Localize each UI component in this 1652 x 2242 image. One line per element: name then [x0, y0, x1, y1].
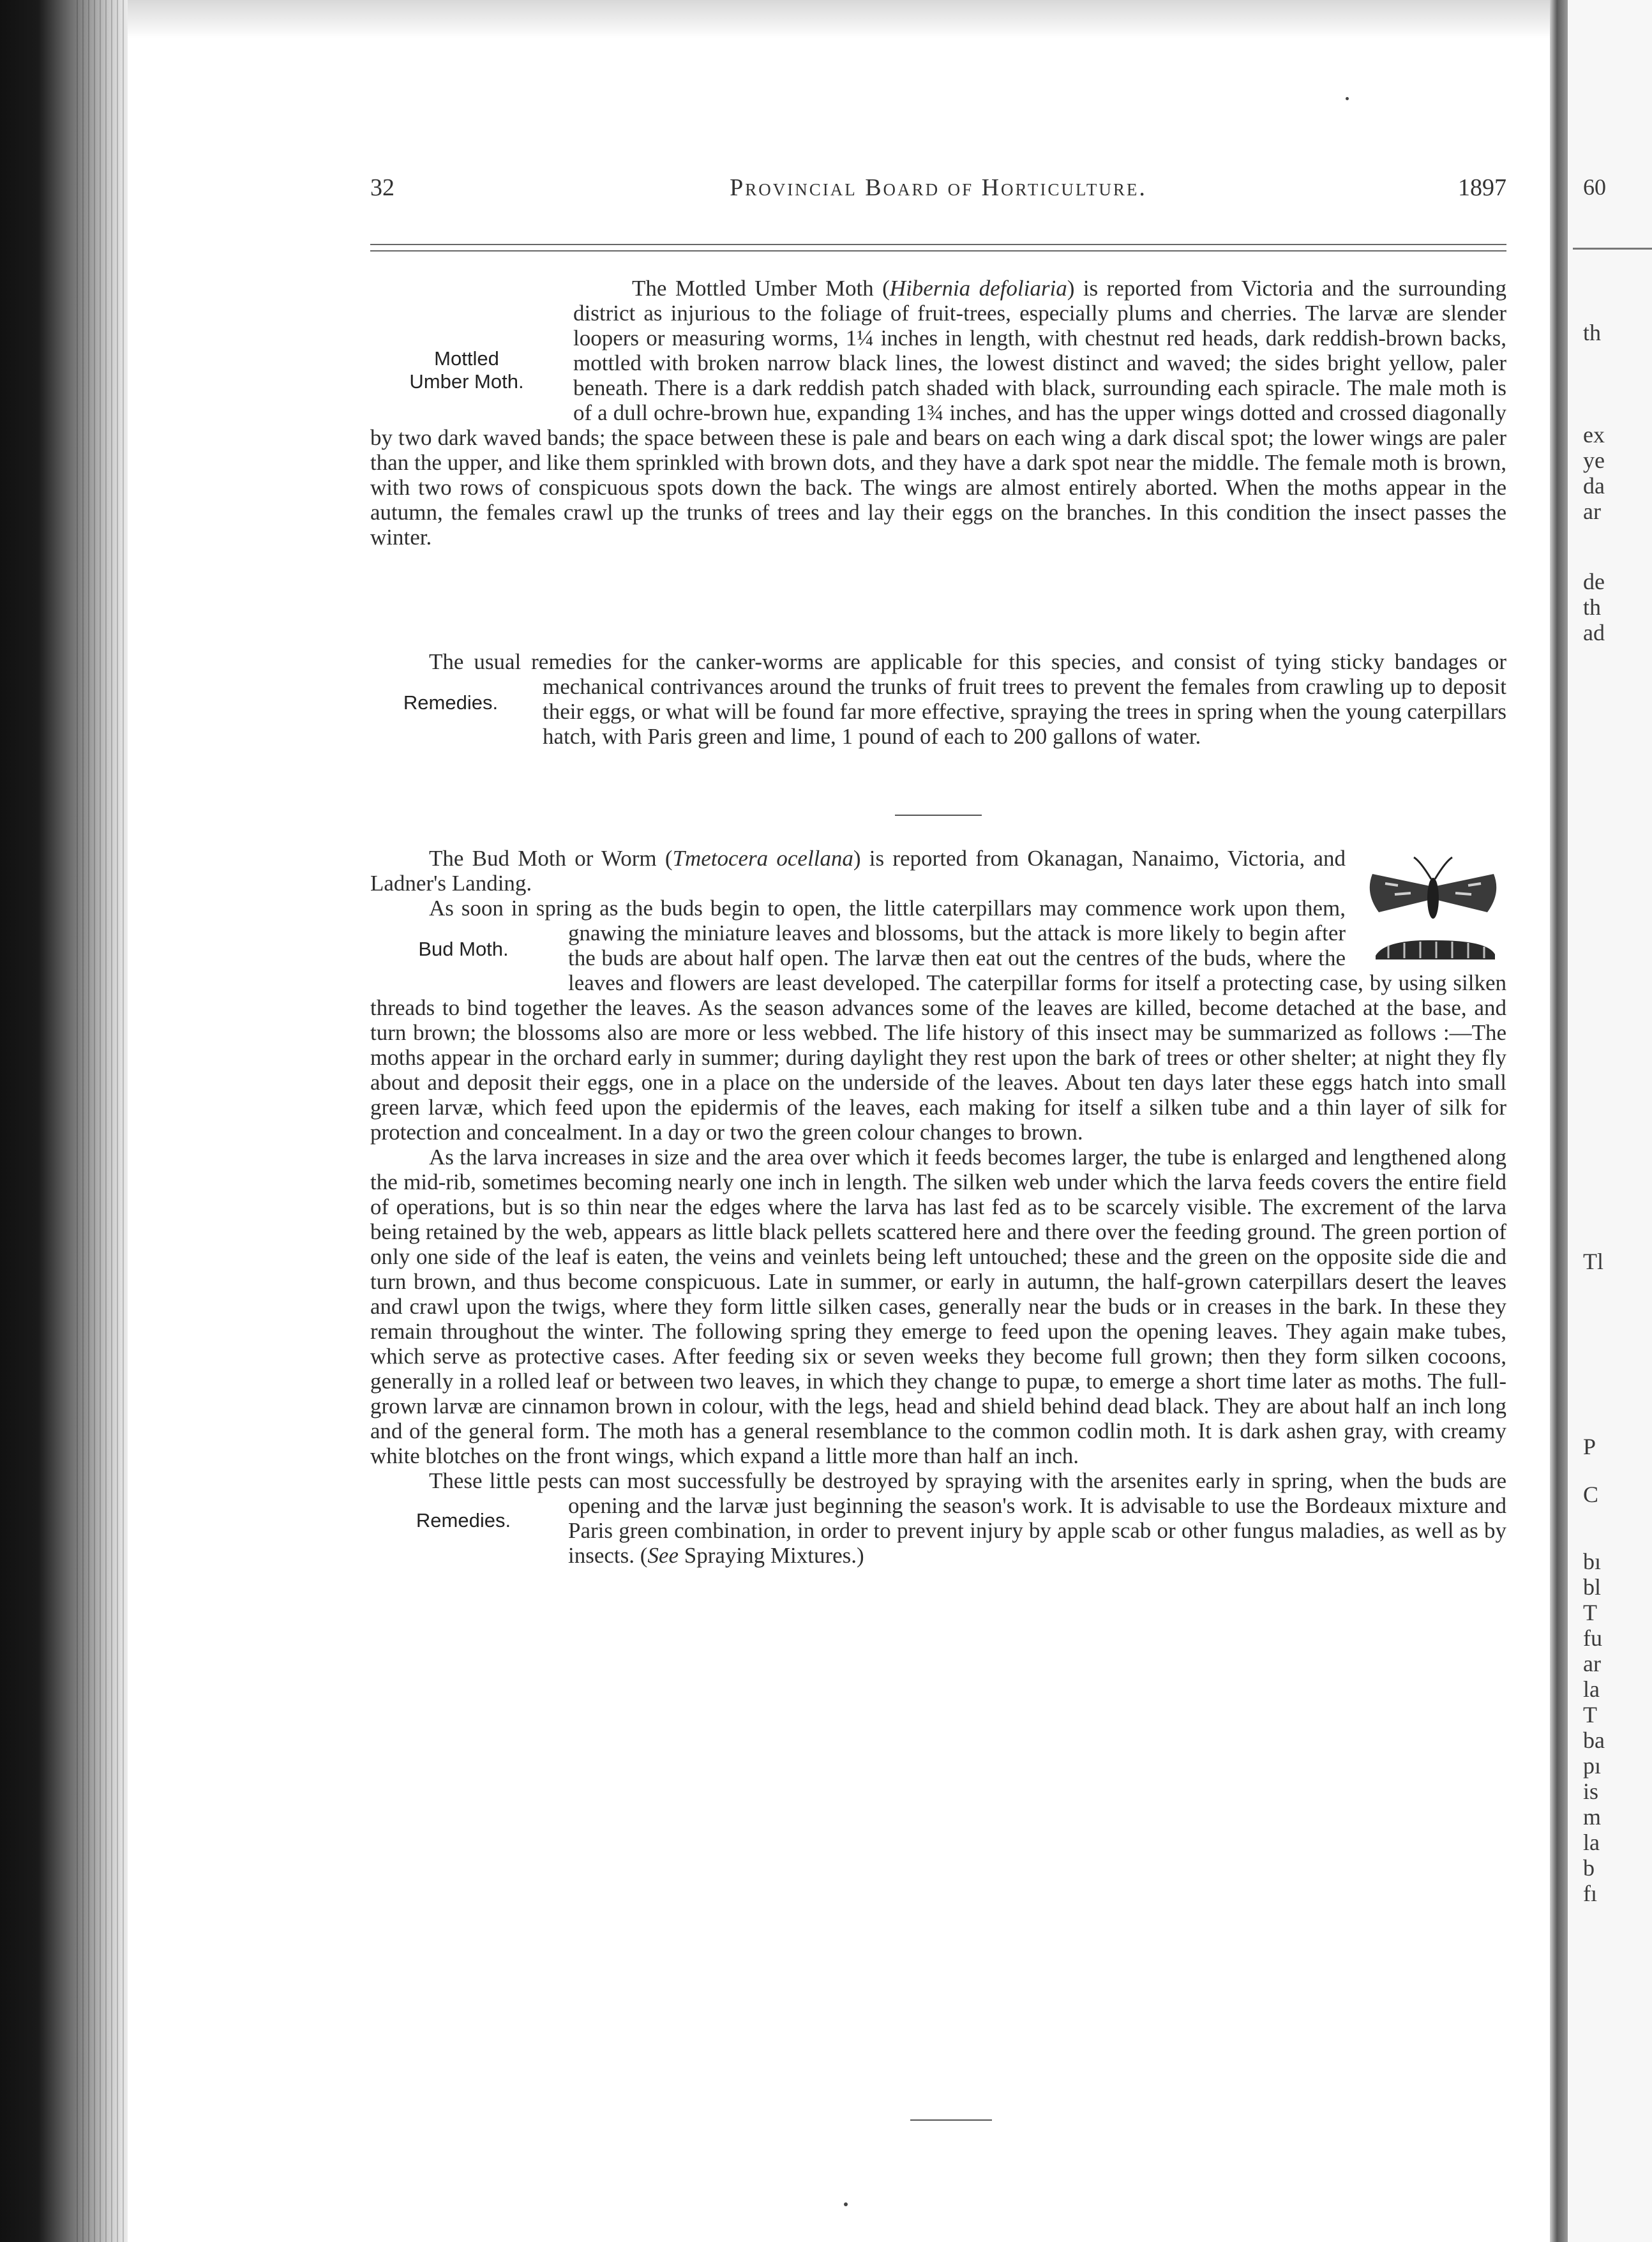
running-title: Provincial Board of Horticulture.: [730, 174, 1147, 201]
adjacent-fragment: th: [1583, 320, 1602, 345]
adjacent-page-edge: [1568, 0, 1652, 2242]
adjacent-fragment: ad: [1583, 620, 1605, 645]
latin-name: Hibernia defoliaria: [889, 276, 1067, 301]
moth-illustration: [1360, 848, 1506, 970]
book-binding-shadow: [0, 0, 128, 2242]
header-year: 1897: [1458, 174, 1506, 201]
adjacent-fragment: m: [1583, 1804, 1602, 1830]
moth-icon: [1370, 857, 1496, 919]
adjacent-fragment: T: [1583, 1702, 1597, 1727]
paragraph: As the larva increases in size and the area over which it feeds becomes larger, the tube is enlarged and lengthened along the mid-rib, sometimes becoming nearly one inch in length. The silken web under which the larva feeds covers the entire field of operations, but is so thin near the edges where the larva has last fed as to be scarcely visible. The excrement of the larva being retained by the web, appears as little black pellets scattered here and there over the feeding ground. The green portion of only one side of the leaf is eaten, the veins and veinlets being left untouched; these and the green on the opposite side die and turn brown, and thus become conspicuous. Late in summer, or early in autumn, the half-grown caterpillars desert the leaves and crawl upon the twigs, where they form little silken cases, generally near the buds or in creases in the bark. In these they remain throughout the winter. The following spring they emerge to feed upon the opening leaves. They again make tubes, which serve as protective cases. After feeding six or seven weeks they become full grown; then they form silken cocoons, generally in a rolled leaf or between two leaves, in which they change to pupæ, to emerge a short time later as moths. The full-grown larvæ are cinnamon brown in colour, with the legs, head and shield behind dead black. They are about half an inch long and of the general form. The moth has a general resemblance to the common codlin moth. It is dark ashen gray, with creamy white blotches on the front wings, which expand a little more than half an inch.: [370, 1145, 1506, 1468]
adjacent-fragment: P: [1583, 1434, 1596, 1459]
adjacent-fragment: pı: [1583, 1753, 1602, 1779]
adjacent-fragment: la: [1583, 1830, 1600, 1855]
adjacent-fragment: fu: [1583, 1625, 1602, 1651]
running-header: [370, 174, 1506, 212]
bud-moth-figures: [1360, 848, 1506, 970]
adjacent-fragment: T: [1583, 1600, 1597, 1625]
page-number: 32: [370, 174, 394, 201]
paragraph: The usual remedies for the canker-worms are applicable for this species, and consist of tying sticky bandages or mechanical contrivances around the trunks of fruit trees to prevent Remedies. the females from crawling up to deposit their eggs, or what will be found far more effective, spraying the trees in spring when the young caterpillars hatch, with Paris green and lime, 1 pound of each to 200 gallons of water.: [370, 649, 1506, 749]
sidenote-line: Umber Moth.: [409, 370, 524, 393]
sidenote-line: Mottled: [434, 347, 499, 370]
adjacent-fragment: bı: [1583, 1549, 1602, 1574]
print-speck: [844, 2202, 848, 2206]
page-gutter: [1550, 0, 1568, 2242]
adjacent-fragment: ar: [1583, 1651, 1601, 1676]
adjacent-fragment: de: [1583, 569, 1605, 594]
adjacent-fragment: la: [1583, 1676, 1600, 1702]
header-rule-top: [370, 244, 1506, 245]
paragraph: The Mottled Umber Moth (Hibernia defoliaria) is reported from Victoria and the surrounding district as injurious to the foliage of fruit-trees, especially plums and cherries. The larvæ are slender loopers or measuring worms, 1¼ inches in length, with chestnut red heads, dark reddish-brown backs, mottled with broken narrow black lines, the lowest distinct and waved; the sides bright yellow, paler beneath. There is a dark reddish patch shaded with black, surrounding each spiracle. The male moth is of a dull ochre-brown hue, expanding 1¾ inches, and has the upper wings dotted and crossed diagonally by two dark waved bands; the space between these is pale and bears on each wing a dark discal spot; the lower wings are paler than the upper, and like them sprinkled with brown dots, and they have a dark spot near the middle. The female moth is brown, with two rows of conspicuous spots down the back. The wings are almost entirely aborted. When the moths appear in the autumn, the females crawl up the trunks of trees and lay their eggs on the branches. In this condition the insect passes the winter.: [370, 276, 1506, 550]
print-speck: [1346, 97, 1349, 100]
paragraph: As soon in spring as the buds begin to open, the little caterpillars may commence work upon them, gnawing the miniature leaves and blossoms, but the Bud Moth. attack is more likely to begin after the buds are about half open. The larvæ then eat out the centres of the buds, where the leaves and flowers are least developed. The caterpillar forms for itself a protecting case, by using silken threads to bind together the leaves. As the season advances some of the leaves are killed, become detached at the base, and turn brown; the blossoms also are more or less webbed. The life history of this insect may be summarized as follows :—The moths appear in the orchard early in summer; during daylight they rest upon the bark of trees or other shelter; at night they fly about and deposit their eggs, one in a place on the underside of the leaves. About ten days later these eggs hatch into small green larvæ, which feed upon the epidermis of the leaves, each making for itself a silken tube and a thin layer of silk for protection and concealment. In a day or two the green colour changes to brown.: [370, 896, 1506, 1145]
caterpillar-icon: [1376, 940, 1495, 959]
adjacent-fragment: da: [1583, 473, 1605, 499]
paragraph: The Bud Moth or Worm (Tmetocera ocellana) is reported from Okanagan, Nanaimo, Victoria, and Ladner's Landing.: [370, 846, 1346, 896]
section-mottled-remedies: [370, 649, 1506, 749]
adjacent-fragment: ba: [1583, 1727, 1605, 1753]
section-separator: [910, 2119, 992, 2121]
remedies-sidenote: Remedies.: [403, 691, 499, 714]
bud-moth-sidenote: Bud Moth.: [418, 938, 509, 960]
adjacent-fragment: bl: [1583, 1574, 1602, 1600]
latin-name: Tmetocera ocellana: [672, 846, 853, 871]
adjacent-rule: [1573, 248, 1652, 250]
adjacent-fragment: th: [1583, 594, 1602, 620]
section-separator: [895, 815, 982, 816]
adjacent-fragment: b: [1583, 1855, 1595, 1881]
section-bud-moth: [370, 846, 1506, 1568]
adjacent-fragment: ar: [1583, 499, 1601, 524]
adjacent-fragment: C: [1583, 1482, 1599, 1507]
adjacent-fragment: fı: [1583, 1881, 1597, 1906]
adjacent-fragment: 60: [1583, 174, 1606, 200]
paragraph: These little pests can most successfully be destroyed by spraying with the arsenites early in spring, when the buds are opening and the larvæ just beginning the season's work. It is Remedies. advisable to use the Bordeaux mixture and Paris green combination, in order to prevent injury by apple scab or other fungus maladies, as well as by insects. (See Spraying Mixtures.): [370, 1468, 1506, 1568]
adjacent-fragment: ye: [1583, 448, 1605, 473]
adjacent-fragment: is: [1583, 1779, 1599, 1804]
header-rule-bottom: [370, 250, 1506, 252]
remedies-sidenote: Remedies.: [416, 1509, 511, 1531]
mottled-umber-moth-sidenote: [368, 326, 566, 421]
adjacent-fragment: Tl: [1583, 1249, 1603, 1274]
adjacent-fragment: ex: [1583, 422, 1605, 448]
